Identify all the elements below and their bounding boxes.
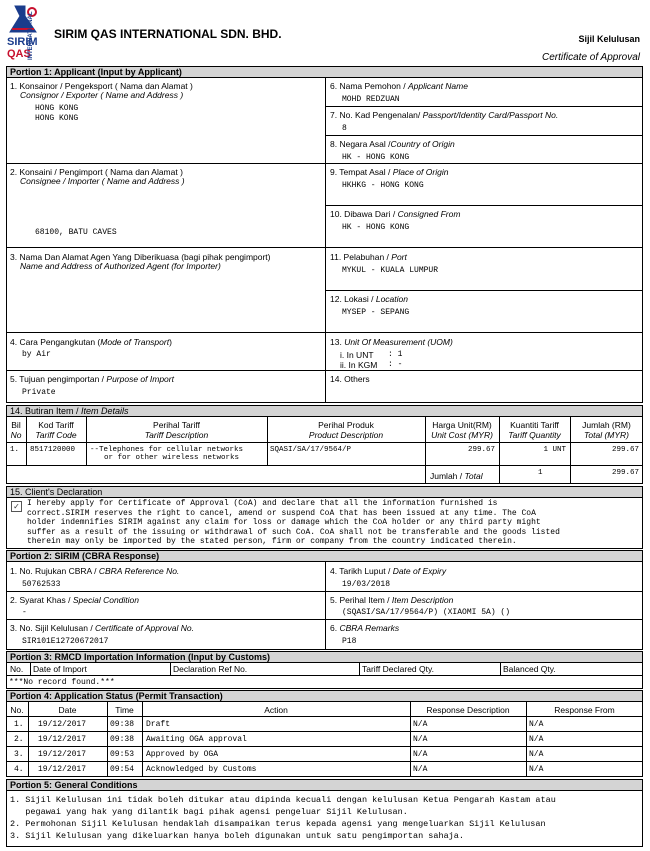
uom-label: 13. Unit Of Measurement (UOM) xyxy=(330,337,453,347)
col-qty-header: Kuantiti Tariff Tariff Quantity xyxy=(508,420,561,440)
col-unit-cost-header: Harga Unit(RM) Unit Cost (MYR) xyxy=(431,420,493,440)
p4-col-response-desc: Response Description xyxy=(426,705,510,715)
portion-4-title: Portion 4: Application Status (Permit Transaction) xyxy=(6,690,643,702)
applicant-value: MOHD REDZUAN xyxy=(342,95,400,104)
declaration-text: I hereby apply for Certificate of Approval (CoA) and declare that all the information furnished is correct.SIRIM reserves the right to cancel, amend or suspend CoA that has been issued at any time. The CoA holder indemnifies SIRIM against any claim for loss or damage which the CoA holder or any third party might suffer as a result of the issuing or withdrawal of such CoA. CoA shall not be transferable and the goods listed therein may only be imported by the stated person, firm or company from the country indicated therein. xyxy=(27,499,560,547)
location-label: 12. Lokasi / Location xyxy=(330,294,408,304)
p3-empty-message: ***No record found.*** xyxy=(9,678,115,687)
p3-col-balanced-qty: Balanced Qty. xyxy=(503,664,556,674)
consignor-label-en: Consignor / Exporter ( Name and Address ) xyxy=(20,90,184,100)
declaration-checkbox[interactable]: ✓ xyxy=(11,501,22,512)
logo-vertical-text: INTERNATIONAL xyxy=(28,11,34,60)
title-ms: Sijil Kelulusan xyxy=(578,34,640,44)
total-amount: 299.67 xyxy=(611,469,639,477)
item-total: 299.67 xyxy=(611,446,639,454)
title-en: Certificate of Approval xyxy=(541,52,640,63)
consignor-label: 1. Konsainor / Pengeksport ( Nama dan Alamat ) xyxy=(10,81,193,91)
passport-label: 7. No. Kad Pengenalan/ Passport/Identity Card/Passport No. xyxy=(330,110,559,120)
total-qty: 1 xyxy=(538,469,543,477)
items-title: 14. Butiran Item / Item Details xyxy=(6,405,643,417)
condition-line: 2. Permohonan Sijil Kelulusan hendaklah disampaikan terus kepada agensi yang mengeluarkan Sijil Kelulusan xyxy=(10,819,546,829)
item-tariff-code: 8517120000 xyxy=(30,446,76,454)
col-product-desc-header: Perihal Produk Product Description xyxy=(308,420,384,440)
origin-country-label: 8. Negara Asal /Country of Origin xyxy=(330,139,455,149)
item-tariff-desc-1: --Telephones for cellular networks xyxy=(90,446,244,454)
item-qty: 1 UNT xyxy=(543,446,566,454)
consignor-line2: HONG KONG xyxy=(35,114,79,123)
condition-line: 1. Sijil Kelulusan ini tidak boleh ditukar atau dipinda kecuali dengan kelulusan Ketua Pengarah Kastam atau xyxy=(10,795,556,805)
condition-line: pegawai yang hak yang dilantik bagi pihak agensi pengeluar Sijil Kelulusan. xyxy=(10,807,408,817)
cbra-ref-label: 1. No. Rujukan CBRA / CBRA Reference No. xyxy=(10,566,180,576)
declaration-title: 15. Client's Declaration xyxy=(6,486,643,498)
p3-col-ref: Declaration Ref No. xyxy=(173,664,248,674)
special-condition-value: - xyxy=(22,608,27,617)
portion-1-title: Portion 1: Applicant (Input by Applicant) xyxy=(6,66,643,78)
p4-col-time: Time xyxy=(115,705,134,715)
location-value: MYSEP - SEPANG xyxy=(342,308,410,317)
item-no: 1. xyxy=(10,446,20,454)
consignee-label: 2. Konsaini / Pengimport ( Nama dan Alamat ) xyxy=(10,167,183,177)
col-total-header: Jumlah (RM) Total (MYR) xyxy=(582,420,631,440)
agent-label: 3. Nama Dan Alamat Agen Yang Diberikuasa (bagi pihak pengimport) xyxy=(10,252,271,262)
portion-2-title: Portion 2: SIRIM (CBRA Response) xyxy=(6,550,643,562)
origin-country-value: HK - HONG KONG xyxy=(342,153,410,162)
port-label: 11. Pelabuhan / Port xyxy=(330,252,407,262)
coa-no-label: 3. No. Sijil Kelulusan / Certificate of Approval No. xyxy=(10,623,194,633)
sirim-logo xyxy=(6,2,54,64)
p4-col-response-from: Response From xyxy=(554,705,615,715)
purpose-label: 5. Tujuan pengimportan / Purpose of Import xyxy=(10,374,174,384)
consignor-line1: HONG KONG xyxy=(35,104,79,113)
p3-col-date: Date of Import xyxy=(33,664,87,674)
cbra-remarks-value: P18 xyxy=(342,637,357,646)
transport-value: by Air xyxy=(22,350,51,359)
expiry-label: 4. Tarikh Luput / Date of Expiry xyxy=(330,566,447,576)
uom-unt-value: : 1 xyxy=(388,350,403,359)
purpose-value: Private xyxy=(22,388,56,397)
origin-place-value: HKHKG - HONG KONG xyxy=(342,181,424,190)
cbra-remarks-label: 6. CBRA Remarks xyxy=(330,623,400,633)
item-tariff-desc-2: or for other wireless networks xyxy=(104,454,240,462)
item-unit-cost: 299.67 xyxy=(467,446,495,454)
item-desc-label: 5. Perihal Item / Item Description xyxy=(330,595,454,605)
uom-kgm-label: ii. In KGM xyxy=(340,360,378,370)
uom-kgm-value: : - xyxy=(388,360,403,369)
cbra-ref-value: 50762533 xyxy=(22,580,61,589)
p4-col-no: No. xyxy=(10,705,24,715)
logo-sirim-text: SIRIM xyxy=(7,36,38,48)
portion-3-title: Portion 3: RMCD Importation Information (Input by Customs) xyxy=(6,651,643,663)
total-label: Jumlah / Total xyxy=(430,471,483,481)
expiry-value: 19/03/2018 xyxy=(342,580,391,589)
portion-5-title: Portion 5: General Conditions xyxy=(6,779,643,791)
transport-label: 4. Cara Pengangkutan (Mode of Transport) xyxy=(10,337,172,347)
uom-unt-label: i. In UNT xyxy=(340,350,374,360)
consigned-from-value: HK - HONG KONG xyxy=(342,223,410,232)
consignee-value: 68100, BATU CAVES xyxy=(35,228,117,237)
item-product-desc: SQASI/SA/17/9564/P xyxy=(270,446,352,454)
port-value: MYKUL - KUALA LUMPUR xyxy=(342,266,439,275)
applicant-label: 6. Nama Pemohon / Applicant Name xyxy=(330,81,468,91)
consigned-from-label: 10. Dibawa Dari / Consigned From xyxy=(330,209,461,219)
special-condition-label: 2. Syarat Khas / Special Condition xyxy=(10,595,139,605)
coa-no-value: SIR101E12720672017 xyxy=(22,637,109,646)
col-no-header: Bil No xyxy=(10,420,22,440)
col-tariff-desc-header: Perihal Tariff Tariff Description xyxy=(144,420,209,440)
passport-value: 8 xyxy=(342,124,347,133)
consignee-label-en: Consignee / Importer ( Name and Address ) xyxy=(20,176,185,186)
logo-qas-text: QAS xyxy=(7,48,31,60)
origin-place-label: 9. Tempat Asal / Place of Origin xyxy=(330,167,449,177)
agent-label-en: Name and Address of Authorized Agent (for Importer) xyxy=(20,261,221,271)
col-tariff-code-header: Kod Tariff Tariff Code xyxy=(35,420,77,440)
company-name: SIRIM QAS INTERNATIONAL SDN. BHD. xyxy=(54,27,282,41)
item-desc-value: (SQASI/SA/17/9564/P) (XIAOMI 5A) () xyxy=(342,608,511,617)
others-label: 14. Others xyxy=(330,374,370,384)
p4-col-action: Action xyxy=(264,705,288,715)
p3-col-no: No. xyxy=(10,664,24,674)
p4-col-date: Date xyxy=(58,705,77,715)
condition-line: 3. Sijil Kelulusan yang dikeluarkan hanya boleh digunakan untuk satu pengimportan sahaja. xyxy=(10,831,464,841)
p3-col-tariff-qty: Tariff Declared Qty. xyxy=(362,664,434,674)
